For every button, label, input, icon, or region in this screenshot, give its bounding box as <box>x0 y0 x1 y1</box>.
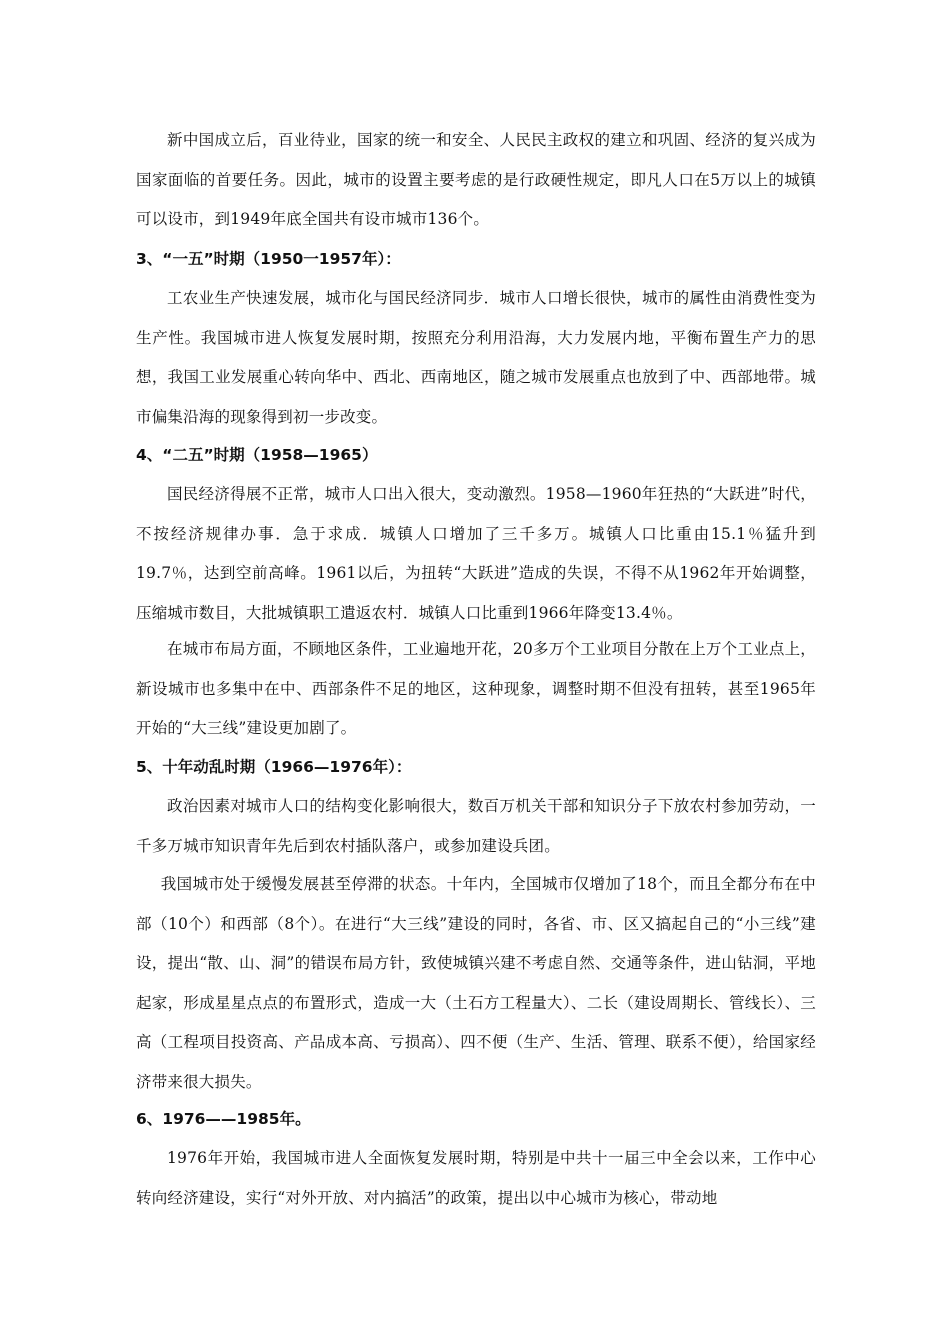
paragraph-founding: 新中国成立后，百业待业，国家的统一和安全、人民民主政权的建立和巩固、经济的复兴成为国家面临的首要任务。因此，城市的设置主要考虑的是行政硬性规定，即凡人口在5万以上的城镇可以设市，到1949年底全国共有设市城市136个。 <box>136 131 816 228</box>
paragraph-first-five-year-plan: 工农业生产快速发展，城市化与国民经济同步．城市人口增长很快，城市的属性由消费性变为生产性。我国城市进人恢复发展时期，按照充分利用沿海，大力发展内地，平衡布置生产力的思想，我国工业发展重心转向华中、西北、西南地区，随之城市发展重点也放到了中、西部地带。城市偏集沿海的现象得到初一步改变。 <box>136 289 816 426</box>
paragraph-political-factors: 政治因素对城市人口的结构变化影响很大，数百万机关干部和知识分子下放农村参加劳动，一千多万城市知识青年先后到农村插队落户，或参加建设兵团。 <box>136 797 816 855</box>
paragraph-recovery: 1976年开始，我国城市进人全面恢复发展时期，特别是中共十一届三中全会以来，工作中心转向经济建设，实行“对外开放、对内搞活”的政策，提出以中心城市为核心，带动地 <box>136 1149 816 1207</box>
heading-1976-1985: 6、1976——1985年。 <box>136 1110 311 1128</box>
paragraph-great-leap: 国民经济得展不正常，城市人口出入很大，变动激烈。1958—1960年狂热的“大跃进”时代，不按经济规律办事．急于求成．城镇人口增加了三千多万。城镇人口比重由15.1％猛升到19.7％，达到空前高峰。1961以后，为扭转“大跃进”造成的失误，不得不从1962年开始调整，压缩城市数目，大批城镇职工遣返农村．城镇人口比重到1966年降变13.4％。 <box>136 485 816 622</box>
paragraph-city-layout: 在城市布局方面，不顾地区条件，工业遍地开花，20多万个工业项目分散在上万个工业点上，新设城市也多集中在中、西部条件不足的地区，这种现象，调整时期不但没有扭转，甚至1965年开始的“大三线”建设更加剧了。 <box>136 640 816 737</box>
heading-second-five-year-plan: 4、“二五”时期（1958—1965） <box>136 446 378 464</box>
paragraph-slow-development: 我国城市处于缓慢发展甚至停滞的状态。十年内，全国城市仅增加了18个，而且全都分布在中部（10个）和西部（8个）。在进行“大三线”建设的同时，各省、市、区又搞起自己的“小三线”建设，提出“散、山、洞”的错误布局方针，致使城镇兴建不考虑自然、交通等条件，进山钻洞，平地起家，形成星星点点的布置形式，造成一大（土石方工程量大）、二长（建设周期长、管线长）、三高（工程项目投资高、产品成本高、亏损高）、四不便（生产、生活、管理、联系不便），给国家经济带来很大损失。 <box>136 875 816 1091</box>
heading-first-five-year-plan: 3、“一五”时期（1950一1957年）： <box>136 250 401 268</box>
heading-ten-year-turmoil: 5、十年动乱时期（1966—1976年）： <box>136 758 412 776</box>
